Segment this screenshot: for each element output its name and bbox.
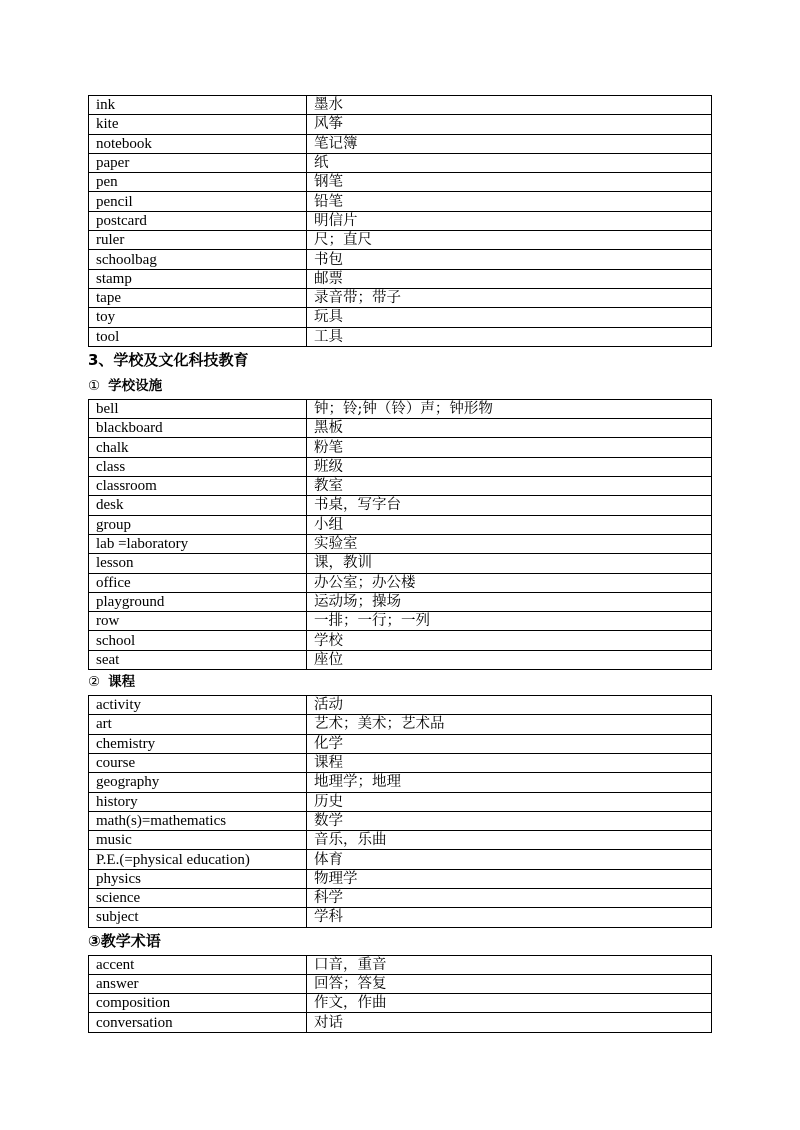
chinese-meaning-cell: 尺；直尺 bbox=[307, 231, 712, 250]
english-word-cell: kite bbox=[89, 115, 307, 134]
chinese-meaning-cell: 活动 bbox=[307, 696, 712, 715]
table-row bbox=[89, 612, 712, 631]
table-row bbox=[89, 477, 712, 496]
table-row bbox=[89, 811, 712, 830]
english-word-cell: chalk bbox=[89, 438, 307, 457]
table-row bbox=[89, 288, 712, 307]
subsection-heading-courses bbox=[88, 670, 712, 695]
chinese-meaning-cell: 笔记簿 bbox=[307, 134, 712, 153]
table-row bbox=[89, 994, 712, 1013]
chinese-meaning-cell: 艺术；美术；艺术品 bbox=[307, 715, 712, 734]
english-word-cell: ink bbox=[89, 96, 307, 115]
english-word-cell: history bbox=[89, 792, 307, 811]
english-word-cell: lesson bbox=[89, 554, 307, 573]
subsection-title: 课程 bbox=[108, 674, 136, 691]
english-word-cell: lab =laboratory bbox=[89, 534, 307, 553]
chinese-meaning-cell: 铅笔 bbox=[307, 192, 712, 211]
table-row bbox=[89, 399, 712, 418]
table-row bbox=[89, 573, 712, 592]
table-row bbox=[89, 753, 712, 772]
english-word-cell: classroom bbox=[89, 477, 307, 496]
english-word-cell: course bbox=[89, 753, 307, 772]
chinese-meaning-cell: 教室 bbox=[307, 477, 712, 496]
english-word-cell: seat bbox=[89, 650, 307, 669]
vocab-table-facilities bbox=[88, 399, 712, 670]
english-word-cell: tool bbox=[89, 327, 307, 346]
table-row bbox=[89, 515, 712, 534]
table-row bbox=[89, 792, 712, 811]
table-row bbox=[89, 153, 712, 172]
table-row bbox=[89, 96, 712, 115]
english-word-cell: math(s)=mathematics bbox=[89, 811, 307, 830]
table-row bbox=[89, 269, 712, 288]
table-row bbox=[89, 419, 712, 438]
english-word-cell: composition bbox=[89, 994, 307, 1013]
table-row bbox=[89, 554, 712, 573]
english-word-cell: playground bbox=[89, 592, 307, 611]
table-row bbox=[89, 134, 712, 153]
table-row bbox=[89, 308, 712, 327]
table-row bbox=[89, 650, 712, 669]
chinese-meaning-cell: 书桌，写字台 bbox=[307, 496, 712, 515]
table-row bbox=[89, 211, 712, 230]
english-word-cell: art bbox=[89, 715, 307, 734]
english-word-cell: office bbox=[89, 573, 307, 592]
chinese-meaning-cell: 书包 bbox=[307, 250, 712, 269]
english-word-cell: ruler bbox=[89, 231, 307, 250]
english-word-cell: activity bbox=[89, 696, 307, 715]
chinese-meaning-cell: 实验室 bbox=[307, 534, 712, 553]
chinese-meaning-cell: 办公室；办公楼 bbox=[307, 573, 712, 592]
english-word-cell: blackboard bbox=[89, 419, 307, 438]
chinese-meaning-cell: 邮票 bbox=[307, 269, 712, 288]
table-row bbox=[89, 250, 712, 269]
chinese-meaning-cell: 纸 bbox=[307, 153, 712, 172]
chinese-meaning-cell: 工具 bbox=[307, 327, 712, 346]
english-word-cell: physics bbox=[89, 869, 307, 888]
table-row bbox=[89, 192, 712, 211]
circled-number-2: ② bbox=[88, 674, 101, 691]
english-word-cell: class bbox=[89, 457, 307, 476]
chinese-meaning-cell: 玩具 bbox=[307, 308, 712, 327]
table-row bbox=[89, 457, 712, 476]
chinese-meaning-cell: 黑板 bbox=[307, 419, 712, 438]
circled-number-1: ① bbox=[88, 377, 101, 394]
english-word-cell: pen bbox=[89, 173, 307, 192]
table-row bbox=[89, 850, 712, 869]
chinese-meaning-cell: 风筝 bbox=[307, 115, 712, 134]
table-row bbox=[89, 496, 712, 515]
english-word-cell: school bbox=[89, 631, 307, 650]
english-word-cell: toy bbox=[89, 308, 307, 327]
english-word-cell: P.E.(=physical education) bbox=[89, 850, 307, 869]
chinese-meaning-cell: 数学 bbox=[307, 811, 712, 830]
english-word-cell: geography bbox=[89, 773, 307, 792]
chinese-meaning-cell: 课，教训 bbox=[307, 554, 712, 573]
chinese-meaning-cell: 学科 bbox=[307, 908, 712, 927]
chinese-meaning-cell: 钟；铃;钟（铃）声；钟形物 bbox=[307, 399, 712, 418]
table-row bbox=[89, 908, 712, 927]
table-row bbox=[89, 869, 712, 888]
section-heading: 3、学校及文化科技教育 bbox=[88, 350, 249, 369]
chinese-meaning-cell: 科学 bbox=[307, 888, 712, 907]
english-word-cell: pencil bbox=[89, 192, 307, 211]
table-row bbox=[89, 888, 712, 907]
chinese-meaning-cell: 座位 bbox=[307, 650, 712, 669]
table-row bbox=[89, 631, 712, 650]
table-row bbox=[89, 773, 712, 792]
chinese-meaning-cell: 音乐，乐曲 bbox=[307, 831, 712, 850]
table-row bbox=[89, 831, 712, 850]
english-word-cell: paper bbox=[89, 153, 307, 172]
chinese-meaning-cell: 地理学；地理 bbox=[307, 773, 712, 792]
chinese-meaning-cell: 历史 bbox=[307, 792, 712, 811]
table-row bbox=[89, 715, 712, 734]
english-word-cell: stamp bbox=[89, 269, 307, 288]
vocab-table-terms bbox=[88, 955, 712, 1033]
chinese-meaning-cell: 小组 bbox=[307, 515, 712, 534]
english-word-cell: row bbox=[89, 612, 307, 631]
english-word-cell: chemistry bbox=[89, 734, 307, 753]
table-row bbox=[89, 173, 712, 192]
chinese-meaning-cell: 一排；一行；一列 bbox=[307, 612, 712, 631]
subsection-title: 学校设施 bbox=[108, 377, 163, 394]
english-word-cell: group bbox=[89, 515, 307, 534]
table-row bbox=[89, 955, 712, 974]
table-row bbox=[89, 231, 712, 250]
table-row bbox=[89, 1013, 712, 1032]
chinese-meaning-cell: 作文，作曲 bbox=[307, 994, 712, 1013]
english-word-cell: desk bbox=[89, 496, 307, 515]
chinese-meaning-cell: 粉笔 bbox=[307, 438, 712, 457]
chinese-meaning-cell: 物理学 bbox=[307, 869, 712, 888]
english-word-cell: science bbox=[89, 888, 307, 907]
chinese-meaning-cell: 化学 bbox=[307, 734, 712, 753]
english-word-cell: notebook bbox=[89, 134, 307, 153]
chinese-meaning-cell: 对话 bbox=[307, 1013, 712, 1032]
table-row bbox=[89, 696, 712, 715]
chinese-meaning-cell: 墨水 bbox=[307, 96, 712, 115]
english-word-cell: answer bbox=[89, 974, 307, 993]
chinese-meaning-cell: 课程 bbox=[307, 753, 712, 772]
table-row bbox=[89, 534, 712, 553]
chinese-meaning-cell: 明信片 bbox=[307, 211, 712, 230]
english-word-cell: music bbox=[89, 831, 307, 850]
chinese-meaning-cell: 体育 bbox=[307, 850, 712, 869]
vocab-table-stationery bbox=[88, 95, 712, 347]
english-word-cell: schoolbag bbox=[89, 250, 307, 269]
vocab-table-courses bbox=[88, 695, 712, 928]
chinese-meaning-cell: 口音，重音 bbox=[307, 955, 712, 974]
subsection-heading-terms: ③教学术语 bbox=[88, 931, 161, 950]
subsection-heading-facilities bbox=[88, 374, 712, 399]
chinese-meaning-cell: 录音带；带子 bbox=[307, 288, 712, 307]
table-row bbox=[89, 734, 712, 753]
chinese-meaning-cell: 运动场；操场 bbox=[307, 592, 712, 611]
english-word-cell: bell bbox=[89, 399, 307, 418]
english-word-cell: postcard bbox=[89, 211, 307, 230]
table-row bbox=[89, 327, 712, 346]
chinese-meaning-cell: 班级 bbox=[307, 457, 712, 476]
table-row bbox=[89, 592, 712, 611]
english-word-cell: accent bbox=[89, 955, 307, 974]
chinese-meaning-cell: 学校 bbox=[307, 631, 712, 650]
english-word-cell: subject bbox=[89, 908, 307, 927]
chinese-meaning-cell: 回答；答复 bbox=[307, 974, 712, 993]
table-row bbox=[89, 438, 712, 457]
english-word-cell: conversation bbox=[89, 1013, 307, 1032]
chinese-meaning-cell: 钢笔 bbox=[307, 173, 712, 192]
english-word-cell: tape bbox=[89, 288, 307, 307]
document-page bbox=[88, 95, 712, 1033]
table-row bbox=[89, 115, 712, 134]
table-row bbox=[89, 974, 712, 993]
